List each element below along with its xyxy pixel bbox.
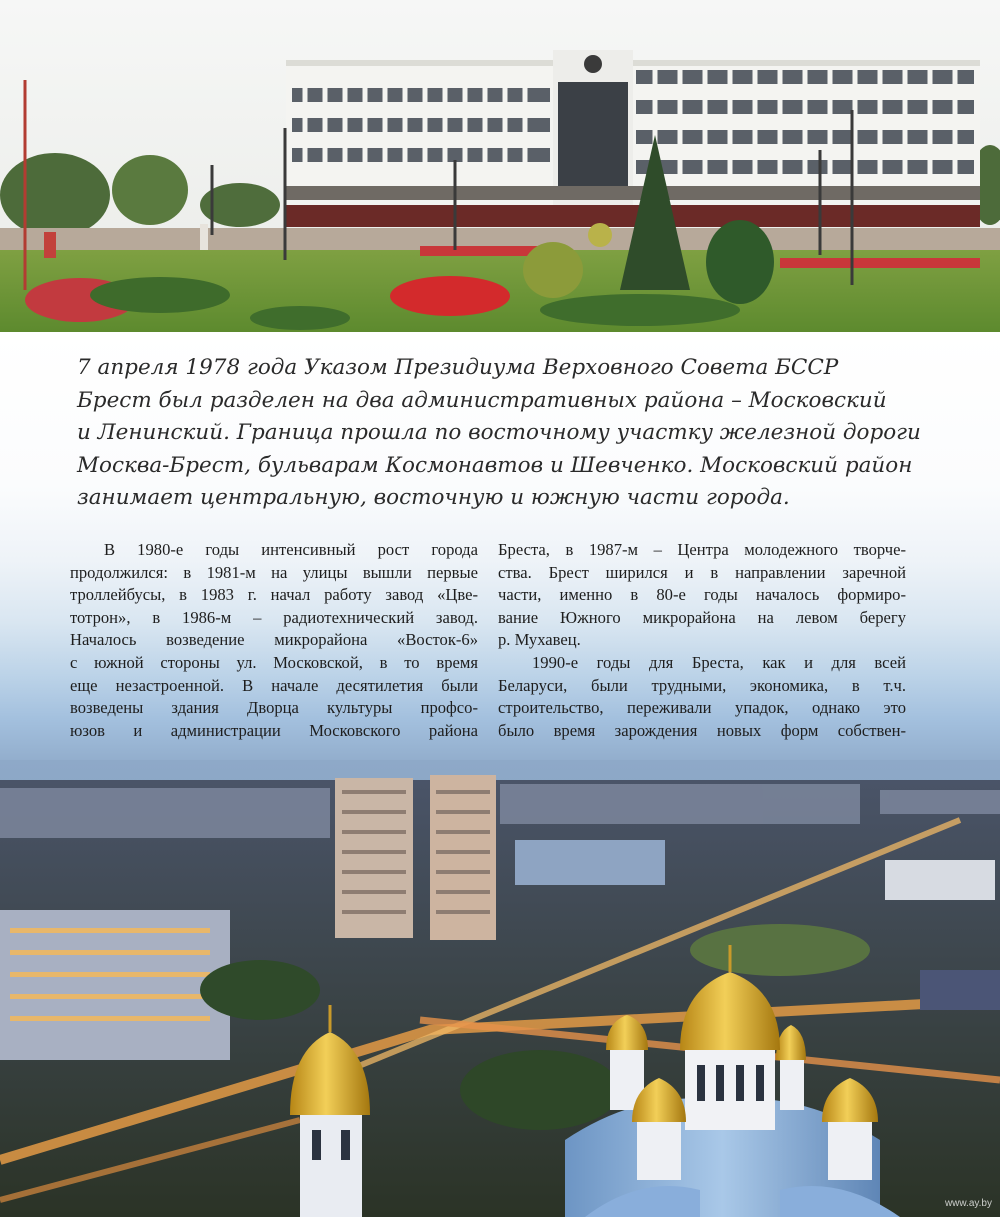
article-text-section bbox=[0, 332, 1000, 772]
body-line: Беларуси, были трудными, экономика, в т.ч. bbox=[498, 675, 906, 695]
lead-paragraph bbox=[77, 352, 957, 515]
lead-line: Москва-Брест, бульварам Космонавтов и Шевченко. Московский район bbox=[77, 452, 913, 478]
lead-line: 7 апреля 1978 года Указом Президиума Верховного Совета БССР bbox=[77, 355, 839, 380]
body-column-left bbox=[70, 539, 478, 742]
body-line: еще незастроенной. В начале десятилетия были bbox=[70, 675, 478, 695]
lead-line: Брест был разделен на два административных района – Московский bbox=[77, 387, 887, 413]
body-line: части, именно в 80-е годы началось формиро- bbox=[498, 585, 906, 605]
bottom-photo-aerial-city-view bbox=[0, 760, 1000, 1217]
body-line: тотрон», в 1986-м – радиотехнический завод. bbox=[70, 607, 478, 627]
body-line: 1990-е годы для Бреста, как и для всей bbox=[532, 652, 906, 672]
body-line: юзов и администрации Московского района bbox=[70, 720, 478, 740]
body-line: с южной стороны ул. Московской, в то время bbox=[70, 652, 478, 672]
body-line: В 1980-е годы интенсивный рост города bbox=[104, 540, 478, 559]
body-line: строительство, переживали упадок, однако это bbox=[498, 698, 906, 718]
body-line: вание Южного микрорайона на левом берегу bbox=[498, 607, 906, 627]
body-column-right bbox=[498, 539, 906, 742]
body-line: троллейбусы, в 1983 г. начал работу завод «Цве- bbox=[70, 585, 478, 605]
administration-building-illustration bbox=[0, 0, 1000, 332]
watermark: www.ay.by bbox=[944, 1198, 992, 1209]
body-line: Началось возведение микрорайона «Восток-6» bbox=[70, 630, 478, 650]
body-line: продолжился: в 1981-м на улицы вышли первые bbox=[70, 562, 478, 582]
body-line: возведены здания Дворца культуры профсо- bbox=[70, 698, 478, 718]
top-photo-administration-building bbox=[0, 0, 1000, 332]
body-line: Бреста, в 1987-м – Центра молодежного творче- bbox=[498, 540, 906, 559]
aerial-city-illustration bbox=[0, 760, 1000, 1217]
lead-line: занимает центральную, восточную и южную части города. bbox=[77, 485, 790, 510]
lead-line: и Ленинский. Граница прошла по восточному участку железной дороги bbox=[77, 420, 921, 445]
body-line: было время зарождения новых форм собствен- bbox=[498, 720, 906, 740]
body-line: р. Мухавец. bbox=[498, 630, 581, 650]
body-line: ства. Брест ширился и в направлении заречной bbox=[498, 562, 906, 582]
